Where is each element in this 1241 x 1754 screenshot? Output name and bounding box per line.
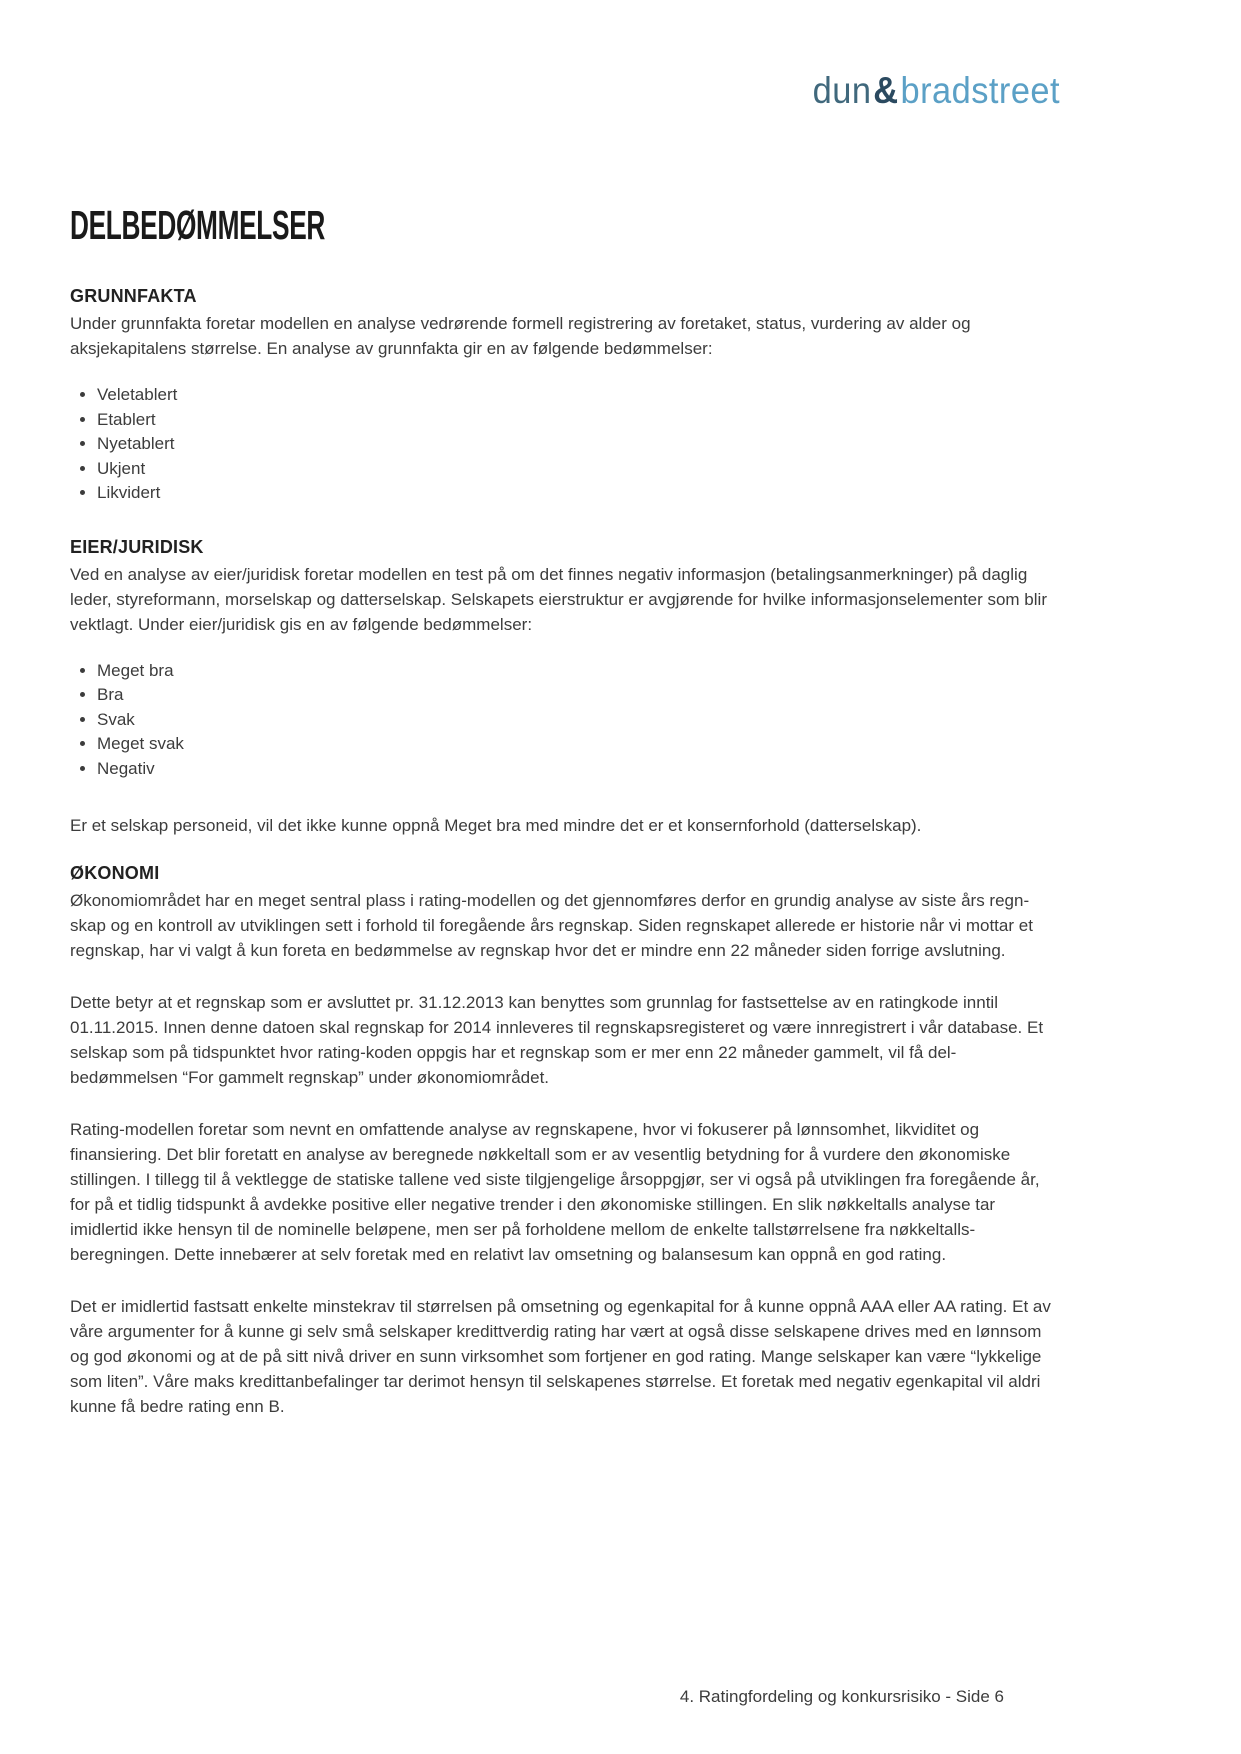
eier-juridisk-note-paragraph: Er et selskap personeid, vil det ikke kunne oppnå Meget bra med mindre det er et konsernforhold (datterselskap). bbox=[70, 816, 922, 835]
eier-juridisk-intro-paragraph: Ved en analyse av eier/juridisk foretar modellen en test på om det finnes negativ informasjon (betalingsanmerkninger) på daglig leder, styreformann, morselskap og datterselskap. Selskapets eierstruktur er avgjørende for hvilke informasjonselementer som blir vektlagt. Under eier/juridisk gis en av følgende bedømmelser: bbox=[70, 564, 1047, 634]
list-item: • Bra bbox=[97, 683, 1051, 708]
grunnfakta-bullet-list bbox=[70, 383, 1051, 506]
section-heading-grunnfakta: GRUNNFAKTA bbox=[70, 286, 197, 306]
page-title: DELBEDØMMELSER bbox=[70, 202, 326, 248]
okonomi-paragraph-2: Dette betyr at et regnskap som er avsluttet pr. 31.12.2013 kan benyttes som grunnlag for fastsettelse av en ratingkode inntil 01.11.2015. Innen denne datoen skal regnskap for 2014 innleveres til regnskapsregisteret og være innregistrert i vår database. Et selskap som på tidspunktet hvor rating-koden oppgis har et regnskap som er mer enn 22 måneder gammelt, vil få del- bedømmelsen “For gammelt regnskap” under økonomiområdet. bbox=[70, 993, 1044, 1087]
grunnfakta-intro-paragraph: Under grunnfakta foretar modellen en analyse vedrørende formell registrering av foretaket, status, vurdering av alder og aksjekapitalens størrelse. En analyse av grunnfakta gir en av følgende bedømmelser: bbox=[70, 314, 971, 358]
section-heading-eier-juridisk: EIER/JURIDISK bbox=[70, 536, 204, 557]
okonomi-paragraph-1: Økonomiområdet har en meget sentral plass i rating-modellen og det gjennomføres derfor en grundig analyse av siste års regn- skap og en kontroll av utviklingen sett i forhold til foregående års regnskap. Siden regnskapet allerede er historie når vi mottar et regnskap, har vi valgt å kun foreta en bedømmelse av regnskap hvor det er mindre enn 22 måneder siden forrige avslutning. bbox=[70, 891, 1033, 960]
list-item: • Ukjent bbox=[97, 457, 1051, 482]
logo-ampersand-icon: & bbox=[873, 70, 899, 111]
okonomi-paragraph-4: Det er imidlertid fastsatt enkelte minstekrav til størrelsen på omsetning og egenkapital for å kunne oppnå AAA eller AA rating. Et av våre argumenter for å kunne gi selv små selskaper kredittverdig rating har vært at også disse selskapene drives med en lønnsom og god økonomi og at de på sitt nivå driver en sunn virksomhet som fortjener en god rating. Mange selskaper kan være “lykkelige som liten”. Våre maks kredittanbefalinger tar derimot hensyn til selskapenes størrelse. Et foretak med negativ egenkapital vil aldri kunne få bedre rating enn B. bbox=[70, 1297, 1051, 1416]
list-item: • Meget bra bbox=[97, 659, 1051, 684]
list-item: • Nyetablert bbox=[97, 432, 1051, 457]
eier-juridisk-bullet-list bbox=[70, 659, 1051, 782]
logo-text-bradstreet: bradstreet bbox=[900, 70, 1060, 111]
list-item: • Negativ bbox=[97, 757, 1051, 782]
list-item: • Veletablert bbox=[97, 383, 1051, 408]
dun-bradstreet-logo bbox=[813, 72, 1060, 109]
list-item: • Meget svak bbox=[97, 732, 1051, 757]
section-heading-okonomi: ØKONOMI bbox=[70, 863, 160, 883]
logo-text-dun: dun bbox=[812, 70, 872, 111]
okonomi-paragraph-3: Rating-modellen foretar som nevnt en omfattende analyse av regnskapene, hvor vi fokuserer på lønnsomhet, likviditet og finansiering. Det blir foretatt en analyse av beregnede nøkkeltall som er av vesentlig betydning for å vurdere den økonomiske stillingen. I tillegg til å vektlegge de statiske tallene ved siste tilgjengelige årsoppgjør, ser vi også på utviklingen fra foregående år, for på et tidlig tidspunkt å avdekke positive eller negative trender i den økonomiske stillingen. En slik nøkkeltalls analyse tar imidlertid ikke hensyn til de nominelle beløpene, men ser på forholdene mellom de enkelte tallstørrelsene fra nøkkeltalls- beregningen. Dette innebærer at selv foretak med en relativt lav omsetning og balansesum kan oppnå en god rating. bbox=[70, 1120, 1040, 1264]
list-item: • Likvidert bbox=[97, 481, 1051, 506]
page-footer: 4. Ratingfordeling og konkursrisiko - Side 6 bbox=[679, 1687, 1004, 1706]
list-item: • Svak bbox=[97, 708, 1051, 733]
list-item: • Etablert bbox=[97, 408, 1051, 433]
